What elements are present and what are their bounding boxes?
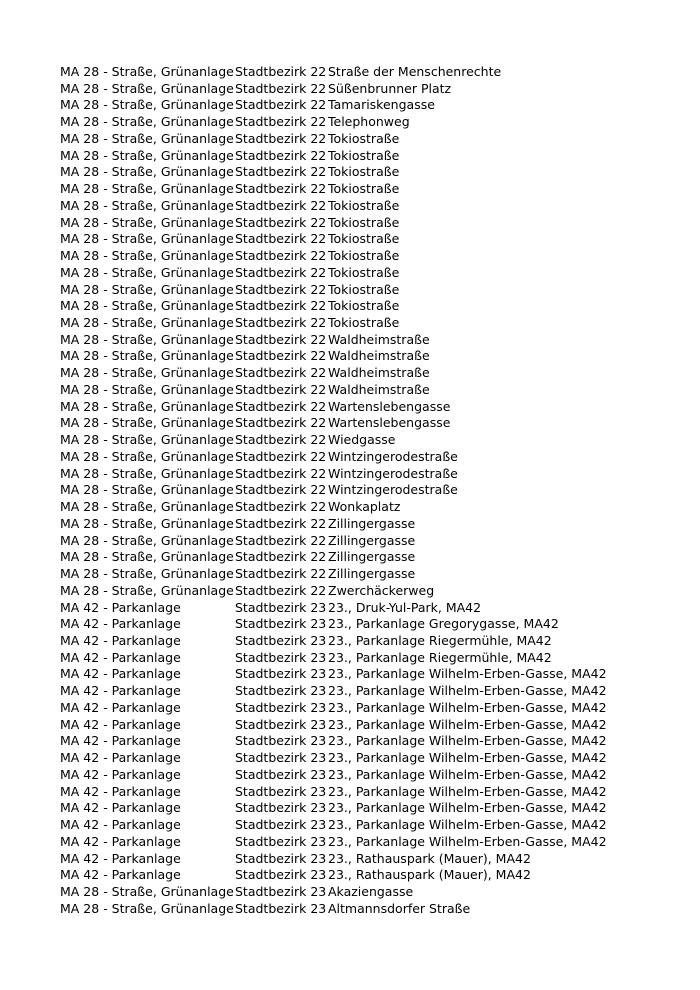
location-cell: 23., Parkanlage Wilhelm-Erben-Gasse, MA42 bbox=[328, 833, 607, 849]
table-row bbox=[60, 733, 680, 750]
district-cell: Stadtbezirk 22 bbox=[235, 114, 327, 130]
location-cell: Tamariskengasse bbox=[328, 97, 435, 113]
district-cell: Stadtbezirk 22 bbox=[235, 532, 327, 548]
table-row bbox=[60, 549, 680, 566]
district-cell: Stadtbezirk 22 bbox=[235, 164, 327, 180]
location-cell: 23., Parkanlage Wilhelm-Erben-Gasse, MA42 bbox=[328, 699, 607, 715]
table-row bbox=[60, 81, 680, 98]
location-cell: Tokiostraße bbox=[328, 147, 400, 163]
table-row bbox=[60, 851, 680, 868]
district-cell: Stadtbezirk 22 bbox=[235, 549, 327, 565]
location-cell: Zillingergasse bbox=[328, 532, 416, 548]
location-cell: Tokiostraße bbox=[328, 315, 400, 331]
department-cell: MA 28 - Straße, Grünanlage bbox=[60, 331, 234, 347]
location-cell: Wartenslebengasse bbox=[328, 415, 451, 431]
location-cell: Waldheimstraße bbox=[328, 365, 430, 381]
location-cell: Wartenslebengasse bbox=[328, 398, 451, 414]
department-cell: MA 42 - Parkanlage bbox=[60, 800, 181, 816]
table-row bbox=[60, 432, 680, 449]
district-cell: Stadtbezirk 23 bbox=[235, 699, 327, 715]
district-cell: Stadtbezirk 23 bbox=[235, 666, 327, 682]
district-cell: Stadtbezirk 23 bbox=[235, 632, 327, 648]
district-cell: Stadtbezirk 23 bbox=[235, 599, 327, 615]
district-cell: Stadtbezirk 22 bbox=[235, 365, 327, 381]
table-row bbox=[60, 248, 680, 265]
table-row bbox=[60, 265, 680, 282]
location-cell: Wonkaplatz bbox=[328, 499, 401, 515]
location-cell: 23., Parkanlage Wilhelm-Erben-Gasse, MA42 bbox=[328, 750, 607, 766]
department-cell: MA 28 - Straße, Grünanlage bbox=[60, 549, 234, 565]
district-cell: Stadtbezirk 23 bbox=[235, 867, 327, 883]
table-row bbox=[60, 633, 680, 650]
district-cell: Stadtbezirk 23 bbox=[235, 800, 327, 816]
department-cell: MA 28 - Straße, Grünanlage bbox=[60, 398, 234, 414]
table-row bbox=[60, 516, 680, 533]
district-cell: Stadtbezirk 22 bbox=[235, 248, 327, 264]
district-cell: Stadtbezirk 22 bbox=[235, 264, 327, 280]
location-cell: Tokiostraße bbox=[328, 248, 400, 264]
table-row bbox=[60, 332, 680, 349]
table-row bbox=[60, 298, 680, 315]
table-row bbox=[60, 415, 680, 432]
location-cell: 23., Rathauspark (Mauer), MA42 bbox=[328, 867, 531, 883]
table-row bbox=[60, 164, 680, 181]
department-cell: MA 28 - Straße, Grünanlage bbox=[60, 298, 234, 314]
data-table bbox=[60, 64, 680, 917]
department-cell: MA 28 - Straße, Grünanlage bbox=[60, 582, 234, 598]
district-cell: Stadtbezirk 22 bbox=[235, 214, 327, 230]
location-cell: Tokiostraße bbox=[328, 130, 400, 146]
district-cell: Stadtbezirk 22 bbox=[235, 398, 327, 414]
department-cell: MA 28 - Straße, Grünanlage bbox=[60, 566, 234, 582]
table-row bbox=[60, 399, 680, 416]
district-cell: Stadtbezirk 23 bbox=[235, 716, 327, 732]
location-cell: 23., Parkanlage Wilhelm-Erben-Gasse, MA42 bbox=[328, 716, 607, 732]
department-cell: MA 42 - Parkanlage bbox=[60, 766, 181, 782]
district-cell: Stadtbezirk 23 bbox=[235, 833, 327, 849]
department-cell: MA 42 - Parkanlage bbox=[60, 683, 181, 699]
department-cell: MA 28 - Straße, Grünanlage bbox=[60, 365, 234, 381]
district-cell: Stadtbezirk 23 bbox=[235, 750, 327, 766]
district-cell: Stadtbezirk 22 bbox=[235, 298, 327, 314]
district-cell: Stadtbezirk 23 bbox=[235, 883, 327, 899]
table-row bbox=[60, 717, 680, 734]
department-cell: MA 28 - Straße, Grünanlage bbox=[60, 214, 234, 230]
department-cell: MA 28 - Straße, Grünanlage bbox=[60, 248, 234, 264]
district-cell: Stadtbezirk 23 bbox=[235, 817, 327, 833]
location-cell: 23., Parkanlage Wilhelm-Erben-Gasse, MA42 bbox=[328, 666, 607, 682]
table-row bbox=[60, 700, 680, 717]
district-cell: Stadtbezirk 22 bbox=[235, 331, 327, 347]
district-cell: Stadtbezirk 22 bbox=[235, 315, 327, 331]
table-row bbox=[60, 198, 680, 215]
location-cell: Tokiostraße bbox=[328, 164, 400, 180]
district-cell: Stadtbezirk 23 bbox=[235, 766, 327, 782]
location-cell: Tokiostraße bbox=[328, 298, 400, 314]
department-cell: MA 42 - Parkanlage bbox=[60, 733, 181, 749]
location-cell: Altmannsdorfer Straße bbox=[328, 900, 471, 916]
department-cell: MA 28 - Straße, Grünanlage bbox=[60, 80, 234, 96]
district-cell: Stadtbezirk 22 bbox=[235, 281, 327, 297]
table-row bbox=[60, 181, 680, 198]
department-cell: MA 28 - Straße, Grünanlage bbox=[60, 315, 234, 331]
table-row bbox=[60, 750, 680, 767]
table-row bbox=[60, 616, 680, 633]
district-cell: Stadtbezirk 23 bbox=[235, 616, 327, 632]
department-cell: MA 28 - Straße, Grünanlage bbox=[60, 465, 234, 481]
district-cell: Stadtbezirk 22 bbox=[235, 348, 327, 364]
department-cell: MA 28 - Straße, Grünanlage bbox=[60, 515, 234, 531]
table-row bbox=[60, 884, 680, 901]
table-row bbox=[60, 148, 680, 165]
district-cell: Stadtbezirk 22 bbox=[235, 80, 327, 96]
department-cell: MA 42 - Parkanlage bbox=[60, 599, 181, 615]
department-cell: MA 28 - Straße, Grünanlage bbox=[60, 348, 234, 364]
district-cell: Stadtbezirk 22 bbox=[235, 582, 327, 598]
table-row bbox=[60, 449, 680, 466]
district-cell: Stadtbezirk 22 bbox=[235, 432, 327, 448]
location-cell: Waldheimstraße bbox=[328, 381, 430, 397]
department-cell: MA 28 - Straße, Grünanlage bbox=[60, 381, 234, 397]
table-row bbox=[60, 365, 680, 382]
district-cell: Stadtbezirk 23 bbox=[235, 733, 327, 749]
location-cell: Tokiostraße bbox=[328, 214, 400, 230]
table-row bbox=[60, 867, 680, 884]
location-cell: 23., Parkanlage Wilhelm-Erben-Gasse, MA42 bbox=[328, 766, 607, 782]
table-row bbox=[60, 533, 680, 550]
department-cell: MA 42 - Parkanlage bbox=[60, 817, 181, 833]
district-cell: Stadtbezirk 22 bbox=[235, 448, 327, 464]
location-cell: Wintzingerodestraße bbox=[328, 465, 458, 481]
department-cell: MA 42 - Parkanlage bbox=[60, 850, 181, 866]
location-cell: 23., Parkanlage Wilhelm-Erben-Gasse, MA42 bbox=[328, 783, 607, 799]
district-cell: Stadtbezirk 23 bbox=[235, 850, 327, 866]
table-row bbox=[60, 282, 680, 299]
location-cell: Zillingergasse bbox=[328, 515, 416, 531]
location-cell: Süßenbrunner Platz bbox=[328, 80, 452, 96]
table-row bbox=[60, 231, 680, 248]
department-cell: MA 42 - Parkanlage bbox=[60, 867, 181, 883]
department-cell: MA 42 - Parkanlage bbox=[60, 666, 181, 682]
location-cell: 23., Parkanlage Wilhelm-Erben-Gasse, MA42 bbox=[328, 800, 607, 816]
district-cell: Stadtbezirk 23 bbox=[235, 649, 327, 665]
location-cell: Wintzingerodestraße bbox=[328, 448, 458, 464]
table-row bbox=[60, 817, 680, 834]
location-cell: Tokiostraße bbox=[328, 181, 400, 197]
department-cell: MA 28 - Straße, Grünanlage bbox=[60, 415, 234, 431]
department-cell: MA 28 - Straße, Grünanlage bbox=[60, 448, 234, 464]
department-cell: MA 42 - Parkanlage bbox=[60, 750, 181, 766]
department-cell: MA 28 - Straße, Grünanlage bbox=[60, 130, 234, 146]
department-cell: MA 28 - Straße, Grünanlage bbox=[60, 264, 234, 280]
location-cell: Waldheimstraße bbox=[328, 331, 430, 347]
department-cell: MA 28 - Straße, Grünanlage bbox=[60, 97, 234, 113]
table-row bbox=[60, 482, 680, 499]
department-cell: MA 28 - Straße, Grünanlage bbox=[60, 147, 234, 163]
department-cell: MA 42 - Parkanlage bbox=[60, 716, 181, 732]
department-cell: MA 42 - Parkanlage bbox=[60, 833, 181, 849]
district-cell: Stadtbezirk 23 bbox=[235, 783, 327, 799]
department-cell: MA 28 - Straße, Grünanlage bbox=[60, 181, 234, 197]
district-cell: Stadtbezirk 22 bbox=[235, 381, 327, 397]
table-row bbox=[60, 666, 680, 683]
location-cell: Telephonweg bbox=[328, 114, 410, 130]
location-cell: 23., Parkanlage Riegermühle, MA42 bbox=[328, 632, 552, 648]
district-cell: Stadtbezirk 22 bbox=[235, 97, 327, 113]
table-row bbox=[60, 650, 680, 667]
district-cell: Stadtbezirk 23 bbox=[235, 900, 327, 916]
district-cell: Stadtbezirk 22 bbox=[235, 515, 327, 531]
location-cell: 23., Parkanlage Gregorygasse, MA42 bbox=[328, 616, 559, 632]
location-cell: 23., Parkanlage Wilhelm-Erben-Gasse, MA42 bbox=[328, 683, 607, 699]
department-cell: MA 42 - Parkanlage bbox=[60, 783, 181, 799]
table-row bbox=[60, 64, 680, 81]
department-cell: MA 42 - Parkanlage bbox=[60, 699, 181, 715]
district-cell: Stadtbezirk 22 bbox=[235, 181, 327, 197]
location-cell: Tokiostraße bbox=[328, 231, 400, 247]
location-cell: Akaziengasse bbox=[328, 883, 414, 899]
department-cell: MA 42 - Parkanlage bbox=[60, 649, 181, 665]
table-row bbox=[60, 683, 680, 700]
table-row bbox=[60, 348, 680, 365]
district-cell: Stadtbezirk 22 bbox=[235, 465, 327, 481]
table-row bbox=[60, 114, 680, 131]
table-row bbox=[60, 800, 680, 817]
location-cell: 23., Druk-Yul-Park, MA42 bbox=[328, 599, 482, 615]
location-cell: Tokiostraße bbox=[328, 197, 400, 213]
department-cell: MA 42 - Parkanlage bbox=[60, 632, 181, 648]
location-cell: Wintzingerodestraße bbox=[328, 482, 458, 498]
location-cell: Zillingergasse bbox=[328, 549, 416, 565]
department-cell: MA 28 - Straße, Grünanlage bbox=[60, 482, 234, 498]
district-cell: Stadtbezirk 22 bbox=[235, 415, 327, 431]
table-row bbox=[60, 131, 680, 148]
department-cell: MA 28 - Straße, Grünanlage bbox=[60, 532, 234, 548]
location-cell: Tokiostraße bbox=[328, 264, 400, 280]
district-cell: Stadtbezirk 22 bbox=[235, 482, 327, 498]
location-cell: Straße der Menschenrechte bbox=[328, 64, 502, 79]
location-cell: Zwerchäckerweg bbox=[328, 582, 435, 598]
district-cell: Stadtbezirk 22 bbox=[235, 147, 327, 163]
location-cell: Zillingergasse bbox=[328, 566, 416, 582]
table-row bbox=[60, 767, 680, 784]
district-cell: Stadtbezirk 22 bbox=[235, 197, 327, 213]
location-cell: 23., Parkanlage Wilhelm-Erben-Gasse, MA42 bbox=[328, 733, 607, 749]
location-cell: 23., Parkanlage Wilhelm-Erben-Gasse, MA42 bbox=[328, 817, 607, 833]
department-cell: MA 28 - Straße, Grünanlage bbox=[60, 499, 234, 515]
table-row bbox=[60, 901, 680, 918]
location-cell: Tokiostraße bbox=[328, 281, 400, 297]
location-cell: 23., Parkanlage Riegermühle, MA42 bbox=[328, 649, 552, 665]
department-cell: MA 28 - Straße, Grünanlage bbox=[60, 281, 234, 297]
table-row bbox=[60, 583, 680, 600]
district-cell: Stadtbezirk 22 bbox=[235, 64, 327, 79]
department-cell: MA 28 - Straße, Grünanlage bbox=[60, 883, 234, 899]
table-row bbox=[60, 97, 680, 114]
table-row bbox=[60, 600, 680, 617]
department-cell: MA 42 - Parkanlage bbox=[60, 616, 181, 632]
department-cell: MA 28 - Straße, Grünanlage bbox=[60, 197, 234, 213]
table-row bbox=[60, 466, 680, 483]
district-cell: Stadtbezirk 22 bbox=[235, 499, 327, 515]
district-cell: Stadtbezirk 22 bbox=[235, 566, 327, 582]
table-row bbox=[60, 382, 680, 399]
district-cell: Stadtbezirk 22 bbox=[235, 231, 327, 247]
table-row bbox=[60, 315, 680, 332]
table-row bbox=[60, 215, 680, 232]
department-cell: MA 28 - Straße, Grünanlage bbox=[60, 231, 234, 247]
department-cell: MA 28 - Straße, Grünanlage bbox=[60, 164, 234, 180]
location-cell: 23., Rathauspark (Mauer), MA42 bbox=[328, 850, 531, 866]
table-row bbox=[60, 566, 680, 583]
department-cell: MA 28 - Straße, Grünanlage bbox=[60, 900, 234, 916]
district-cell: Stadtbezirk 23 bbox=[235, 683, 327, 699]
location-cell: Waldheimstraße bbox=[328, 348, 430, 364]
department-cell: MA 28 - Straße, Grünanlage bbox=[60, 432, 234, 448]
table-row bbox=[60, 499, 680, 516]
table-row bbox=[60, 834, 680, 851]
department-cell: MA 28 - Straße, Grünanlage bbox=[60, 114, 234, 130]
district-cell: Stadtbezirk 22 bbox=[235, 130, 327, 146]
department-cell: MA 28 - Straße, Grünanlage bbox=[60, 64, 234, 79]
table-row bbox=[60, 784, 680, 801]
location-cell: Wiedgasse bbox=[328, 432, 396, 448]
